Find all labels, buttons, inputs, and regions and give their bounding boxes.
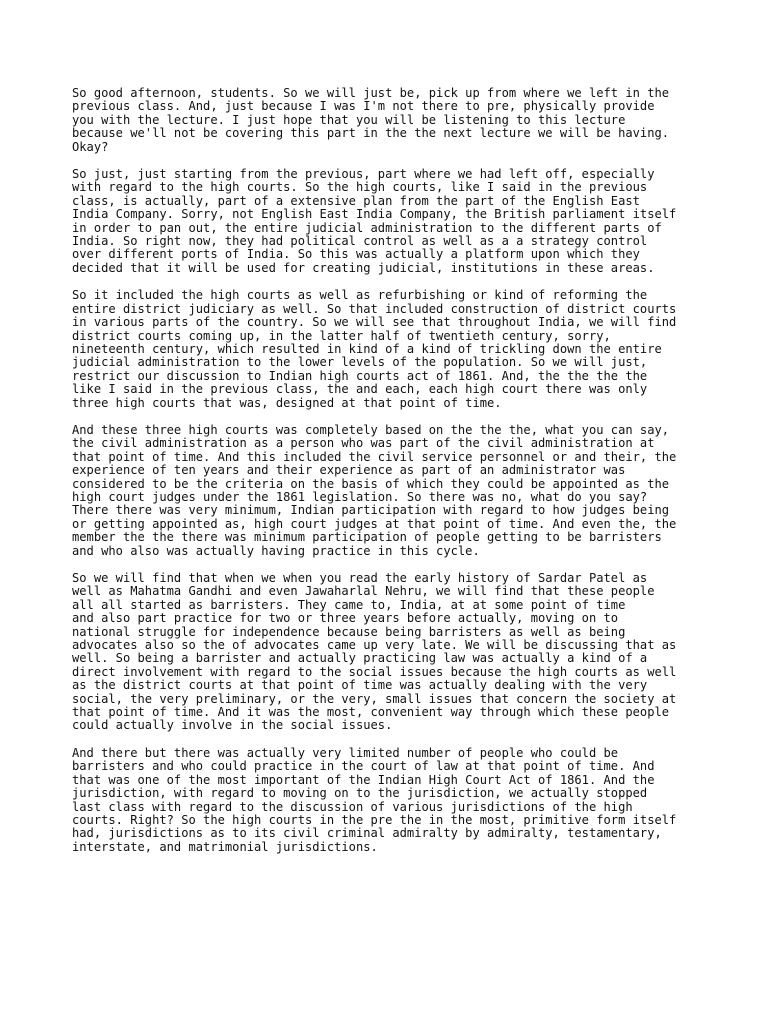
document-page (72, 87, 712, 868)
paragraph-5: So we will find that when we when you read the early history of Sardar Patel as well as Mahatma Gandhi and even Jawaharlal Nehru, we will find that these people all all started as barristers. They came to, India, at at some point of time and also part practice for two or three years before actually, moving on to national struggle for independence because being barristers as well as being advocates also so the of advocates came up very late. We will be discussing that as well. So being a barrister and actually practicing law was actually a kind of a direct involvement with regard to the social issues because the high courts as well as the district courts at that point of time was actually dealing with the very social, the very preliminary, or the very, small issues that concern the society at that point of time. And it was the most, convenient way through which these people could actually involve in the social issues. (72, 571, 677, 733)
paragraph-6: And there but there was actually very limited number of people who could be barristers and who could practice in the court of law at that point of time. And that was one of the most important of the Indian High Court Act of 1861. And the jurisdiction, with regard to moving on to the jurisdiction, we actually stopped last class with regard to the discussion of various jurisdictions of the high courts. Right? So the high courts in the pre the in the most, primitive form itself had, jurisdictions as to its civil criminal admiralty by admiralty, testamentary, interstate, and matrimonial jurisdictions. (72, 745, 677, 854)
paragraph-1: So good afternoon, students. So we will just be, pick up from where we left in the previous class. And, just because I was I'm not there to pre, physically provide you with the lecture. I just hope that you will be listening to this lecture because we'll not be covering this part in the the next lecture we will be having. Okay? (72, 86, 670, 154)
paragraph-4: And these three high courts was completely based on the the the, what you can say, the civil administration as a person who was part of the civil administration at that point of time. And this included the civil service personnel or and their, the experience of ten years and their experience as part of an administrator was considered to be the criteria on the basis of which they could be appointed as the high court judges under the 1861 legislation. So there was no, what do you say? There there was very minimum, Indian participation with regard to how judges being or getting appointed as, high court judges at that point of time. And even the, the member the the there was minimum participation of people getting to be barristers and who also was actually having practice in this cycle. (72, 422, 677, 558)
paragraph-3: So it included the high courts as well as refurbishing or kind of reforming the entire district judiciary as well. So that included construction of district courts in various parts of the country. So we will see that throughout India, we will find district courts coming up, in the latter half of twentieth century, sorry, nineteenth century, which resulted in kind of a kind of trickling down the entire judicial administration to the lower levels of the population. So we will just, restrict our discussion to Indian high courts act of 1861. And, the the the the like I said in the previous class, the and each, each high court there was only three high courts that was, designed at that point of time. (72, 288, 677, 410)
paragraph-2: So just, just starting from the previous, part where we had left off, especially with regard to the high courts. So the high courts, like I said in the previous class, is actually, part of a extensive plan from the part of the English East India Company. Sorry, not English East India Company, the British parliament itself in order to pan out, the entire judicial administration to the different parts of India. So right now, they had political control as well as a a strategy control over different ports of India. So this was actually a platform upon which they decided that it will be used for creating judicial, institutions in these areas. (72, 167, 677, 275)
